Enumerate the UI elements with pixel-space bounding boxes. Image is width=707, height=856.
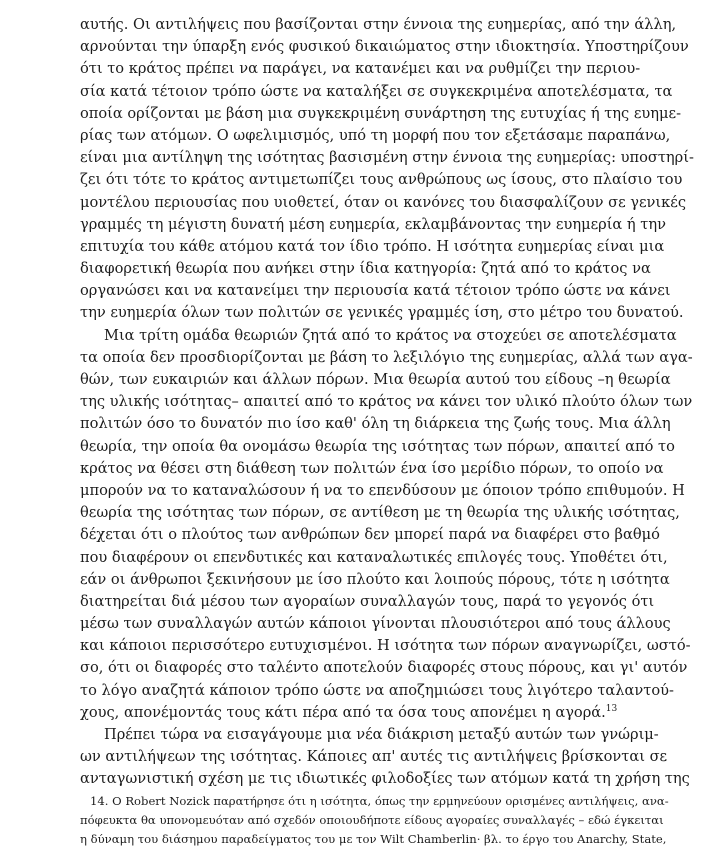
text-line-last: [80, 702, 628, 724]
text-line: ζει ότι τότε το κράτος αντιμετωπίζει τους ανθρώπους ως ίσους, στο πλαίσιο του: [80, 171, 683, 189]
text-line: επιτυχία του κάθε ατόμου κατά τον ίδιο τρόπο. Η ισότητα ευημερίας είναι μια: [80, 237, 665, 255]
text-line: μοντέλου περιουσίας που υιοθετεί, όταν οι κανόνες του διασφαλίζουν σε γενικές: [80, 193, 686, 211]
text-line: εάν οι άνθρωποι ξεκινήσουν με ίσο πλούτο και λοιπούς πόρους, τότε η ισότητα: [80, 570, 670, 588]
text-line: πολιτών όσο το δυνατόν πιο ίσο καθ' όλη τη διάρκεια της ζωής τους. Μια άλλη: [80, 415, 671, 433]
text-line: αρνούνται την ύπαρξη ενός φυσικού δικαιώματος στην ιδιοκτησία. Υποστηρίζουν: [80, 38, 689, 56]
text-line: οργανώσει και να κατανείμει την περιουσία κατά τέτοιον τρόπο ώστε να κάνει: [80, 282, 671, 300]
text-line: και κάποιοι περισσότερο ευτυχισμένοι. Η ισότητα των πόρων αναγνωρίζει, ωστό-: [80, 637, 691, 655]
footnote-section: [80, 792, 669, 849]
text-line: σο, ότι οι διαφορές στο ταλέντο αποτελούν διαφορές στους πόρους, και γι' αυτόν: [80, 659, 688, 677]
text-line: δέχεται ότι ο πλούτος των ανθρώπων δεν μπορεί παρά να διαφέρει στο βαθμό: [80, 526, 660, 544]
text-line: μέσω των συναλλαγών αυτών κάποιοι γίνονται πλουσιότεροι από τους άλλους: [80, 615, 671, 633]
main-text: [80, 14, 694, 791]
paragraph-3: [80, 724, 690, 791]
text-line: θεωρία, την οποία θα ονομάσω θεωρία της ισότητας των πόρων, απαιτεί από το: [80, 437, 675, 455]
text-line: ων αντιλήψεων της ισότητας. Κάποιες απ' αυτές τις αντιλήψεις βρίσκονται σε: [80, 748, 668, 766]
text-line: διαφορετική θεωρία που ανήκει στην ίδια κατηγορία: ζητά από το κράτος να: [80, 260, 651, 278]
text-line: την ευημερία όλων των πολιτών σε γενικές γραμμές ίση, στο μέτρο του δυνατού.: [80, 304, 684, 322]
text-line: αυτής. Οι αντιλήψεις που βασίζονται στην έννοια της ευημερίας, από την άλλη,: [80, 16, 677, 33]
text-line: το λόγο αναζητά κάποιον τρόπο ώστε να αποζημιώσει τους λιγότερο ταλαντού-: [80, 681, 674, 699]
text-line: διατηρείται διά μέσου των αγοραίων συναλλαγών τους, παρά το γεγονός ότι: [80, 592, 655, 610]
footnote-line: 14. Ο Robert Nozick παρατήρησε ότι η ισότητα, όπως την ερμηνεύουν ορισμένες αντιλήψεις, ανα-: [90, 794, 669, 808]
text-line: της υλικής ισότητας– απαιτεί από το κράτος να κάνει τον υλικό πλούτο όλων των: [80, 393, 693, 411]
text-line: κράτος να θέσει στη διάθεση των πολιτών ένα ίσο μερίδιο πόρων, το οποίο να: [80, 459, 664, 477]
text-line: σία κατά τέτοιον τρόπο ώστε να καταλήξει σε συγκεκριμένα αποτελέσματα, τα: [80, 82, 673, 100]
text-line: θών, των ευκαιριών και άλλων πόρων. Μια θεωρία αυτού του είδους –η θεωρία: [80, 371, 671, 388]
text-line: γραμμές τη μέγιστη δυνατή μέση ευημερία, εκλαμβάνοντας την ευημερία ή την: [80, 215, 666, 233]
text-line: οποία ορίζονται με βάση μια συγκεκριμένη συνάρτηση της ευτυχίας ή της ευημε-: [80, 104, 682, 122]
paragraph-2: [80, 325, 693, 724]
text-line: ρίας των ατόμων. Ο ωφελιμισμός, υπό τη μορφή που τον εξετάσαμε παραπάνω,: [80, 126, 671, 144]
text-line: Πρέπει τώρα να εισαγάγουμε μια νέα διάκριση μεταξύ αυτών των γνώριμ-: [104, 726, 659, 743]
footnote-line: πόφευκτα θα υπονομευόταν από σχεδόν οποιουδήποτε είδους αγοραίες συναλλαγές – εδώ έγκειται: [80, 813, 664, 827]
text-line: είναι μια αντίληψη της ισότητας βασισμένη στην έννοια της ευημερίας: υποστηρί-: [80, 149, 694, 167]
text-line-content: χους, απονέμοντάς τους κάτι πέρα από τα όσα τους απονέμει η αγορά.: [80, 703, 606, 721]
footnote-reference[interactable]: 13: [605, 703, 618, 714]
text-line: ανταγωνιστική σχέση με τις ιδιωτικές φιλοδοξίες των ατόμων κατά τη χρήση της: [80, 770, 690, 788]
footnote-line: η δύναμη του διάσημου παραδείγματος του με τον Wilt Chamberlin· βλ. το έργο του Anarchy, State,: [80, 832, 667, 846]
paragraph-1: [80, 14, 694, 325]
text-line: μπορούν να το καταναλώσουν ή να το επενδύσουν με όποιον τρόπο επιθυμούν. Η: [80, 481, 685, 499]
text-line: που διαφέρουν οι επενδυτικές και καταναλωτικές επιλογές τους. Υποθέτει ότι,: [80, 548, 668, 566]
text-line: τα οποία δεν προσδιορίζονται με βάση το λεξιλόγιο της ευημερίας, αλλά των αγα-: [80, 348, 693, 366]
text-line: ότι το κράτος πρέπει να παράγει, να κατανέμει και να ρυθμίζει την περιου-: [80, 60, 641, 78]
text-line: Μια τρίτη ομάδα θεωριών ζητά από το κράτος να στοχεύει σε αποτελέσματα: [104, 326, 677, 344]
text-line: θεωρία της ισότητας των πόρων, σε αντίθεση με τη θεωρία της υλικής ισότητας,: [80, 504, 680, 522]
